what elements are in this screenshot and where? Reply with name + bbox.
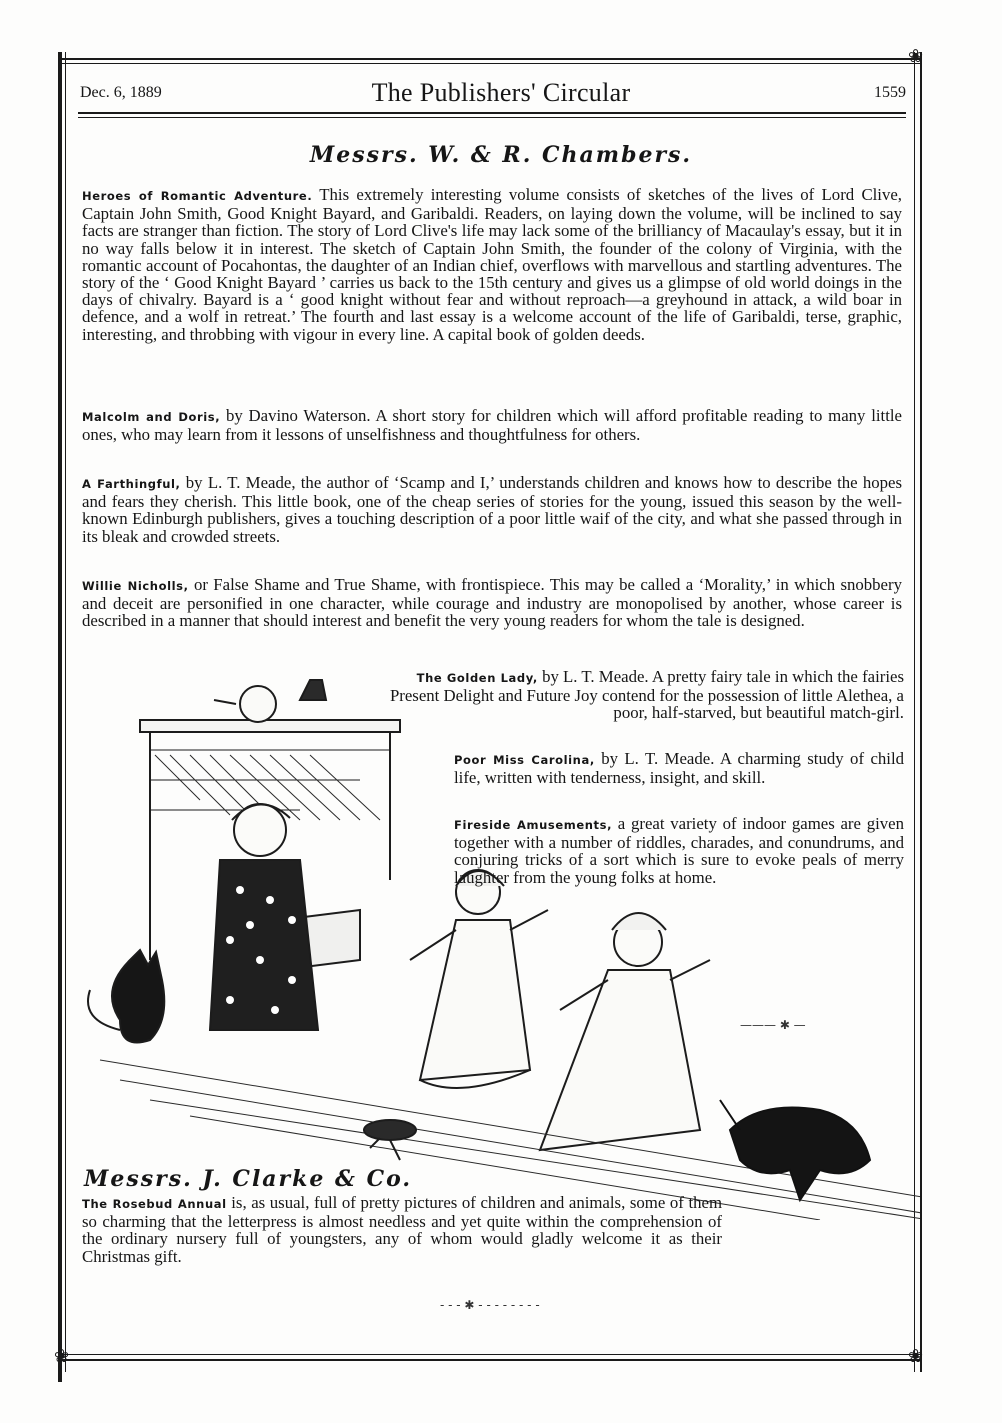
book-title: Fireside Amusements,: [454, 818, 613, 832]
floral-corner-icon: ❀: [54, 1346, 70, 1367]
review-text: or False Shame and True Shame, with frontispiece. This may be called a ‘Morality,’ in which snobbery and deceit are personified in one character, while courage and industry are monopolised by another, whose career is described in a manner that should interest and benefit the very young readers for whom the tale is designed.: [82, 575, 902, 631]
book-title: A Farthingful,: [82, 477, 181, 491]
review-entry: [454, 750, 904, 786]
review-text: by L. T. Meade. A pretty fairy tale in which the fairies Present Delight and Future Joy contend for the possession of little Alethea, a poor, half-starved, but beautiful match-girl.: [389, 667, 904, 723]
floral-corner-icon: ❀: [908, 1346, 924, 1367]
review-entry: [376, 668, 904, 722]
issue-date: Dec. 6, 1889: [80, 84, 162, 101]
book-title: The Golden Lady,: [416, 671, 538, 685]
top-double-rule-inner: [62, 63, 922, 64]
top-double-rule-outer: [62, 58, 922, 60]
review-entry: [82, 407, 902, 443]
review-text: by L. T. Meade. A charming study of child life, written with tenderness, insight, and skill.: [454, 749, 904, 788]
bottom-rule: [62, 1354, 922, 1355]
right-border: [920, 52, 922, 1372]
book-title: Poor Miss Carolina,: [454, 753, 595, 767]
book-title: The Rosebud Annual: [82, 1197, 227, 1211]
review-text: This extremely interesting volume consists of sketches of the lives of Lord Clive, Captain John Smith, Good Knight Bayard, and Garibaldi. Readers, on laying down the volume, will be inclined to say facts are stranger than fiction. The story of Lord Clive's life may lack some of the brilliancy of Macaulay's essay, but it in no way falls below it in interest. The sketch of Captain John Smith, the founder of the colony of Virginia, with the romantic account of Pocahontas, the daughter of an Indian chief, overflows with marvellous and startling adventures. The story of the ‘ Good Knight Bayard ’ carries us back to the 15th century and gives us a glimpse of old world doings in the days of chivalry. Bayard is a ‘ good knight without fear and without reproach—a greyhound in attack, a wild boar in defence, and a wolf in retreat.’ The fourth and last essay is a welcome account of the life of Garibaldi, terse, graphic, interesting, and throbbing with vigour in every line. A capital book of golden deeds.: [82, 185, 902, 344]
floral-corner-icon: ❀: [908, 46, 924, 67]
header-rule: [78, 112, 906, 114]
review-text: by L. T. Meade, the author of ‘Scamp and I,’ understands children and knows how to describe the hopes and fears they cherish. This little book, one of the cheap series of stories for the young, issued this season by the well-known Edinburgh publishers, gives a touching description of a poor little waif of the city, and what she passed through in its bleak and crowded streets.: [82, 473, 902, 546]
header-rule-thin: [78, 117, 906, 118]
asterisk-divider-icon: - - - ✱ - - - - - - - -: [440, 1298, 540, 1312]
review-entry: [82, 1194, 722, 1265]
bottom-rule-thick: [62, 1359, 922, 1361]
review-text: by Davino Waterson. A short story for children which will afford profitable reading to many little ones, who may learn from it lessons of unselfishness and thoughtfulness for others.: [82, 406, 902, 445]
publisher-heading-chambers: Messrs. W. & R. Chambers.: [309, 142, 693, 168]
children-cats-fireplace-illustration: [60, 660, 920, 1220]
book-title: Heroes of Romantic Adventure.: [82, 189, 313, 203]
book-title: Willie Nicholls,: [82, 579, 189, 593]
review-text: is, as usual, full of pretty pictures of children and animals, some of them so charming that the letterpress is almost needless and yet quite within the comprehension of the ordinary nursery full of youngsters, any of whom would gladly welcome it as their Christmas gift.: [82, 1193, 722, 1266]
book-title: Malcolm and Doris,: [82, 410, 221, 424]
review-entry: [82, 474, 902, 545]
asterisk-divider-icon: ——— ✱ —: [740, 1018, 806, 1032]
review-entry: [82, 576, 902, 630]
publication-title: The Publishers' Circular: [371, 78, 631, 107]
publisher-heading-clarke: Messrs. J. Clarke & Co.: [84, 1166, 413, 1192]
review-entry: [82, 186, 902, 343]
review-text: a great variety of indoor games are given together with a number of riddles, charades, and conundrums, and conjuring tricks of a sort which is sure to evoke peals of merry laughter from the young folks at home.: [454, 814, 904, 887]
page-number: 1559: [874, 84, 906, 101]
review-entry: [454, 815, 904, 886]
